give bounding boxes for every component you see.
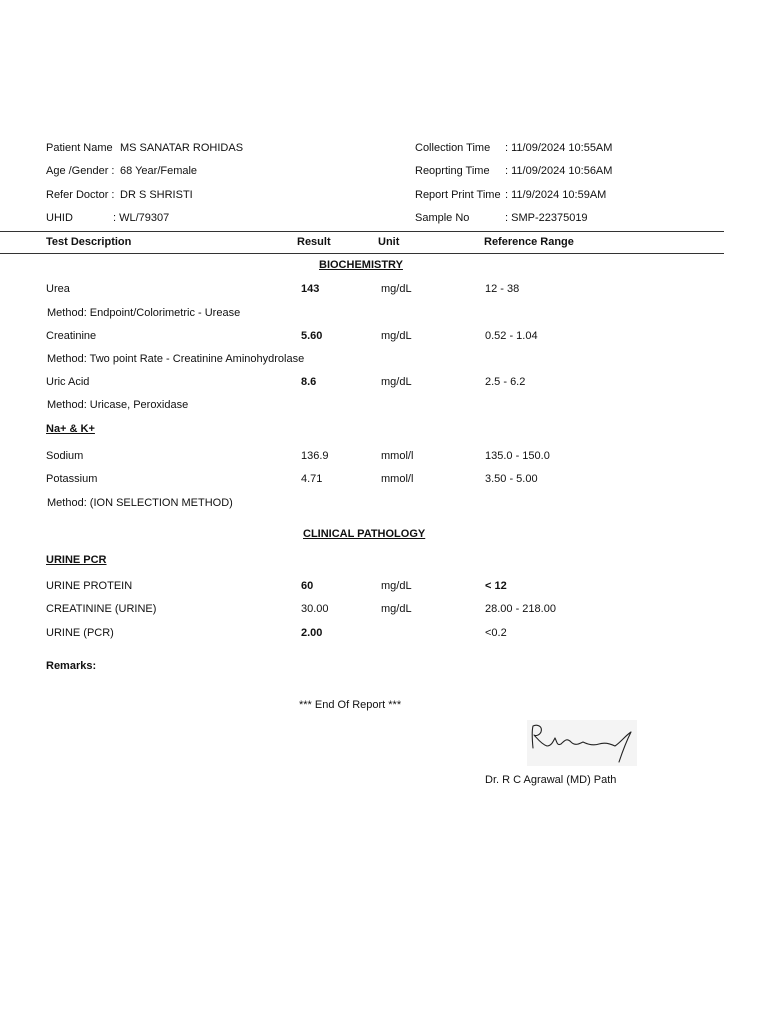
header-bottom-rule [0,253,724,254]
test-method: Method: Uricase, Peroxidase [47,399,189,411]
col-header-unit: Unit [378,236,400,248]
test-method: Method: (ION SELECTION METHOD) [47,497,233,509]
test-range: < 12 [485,580,507,592]
section-biochemistry: BIOCHEMISTRY [319,259,403,271]
sample-no-label: Sample No [415,212,470,224]
col-header-range: Reference Range [484,236,574,248]
test-unit: mg/dL [381,603,412,615]
section-electrolytes: Na+ & K+ [46,423,95,435]
test-result: 2.00 [301,627,323,639]
test-range: <0.2 [485,627,507,639]
test-result: 4.71 [301,473,323,485]
patient-name-label: Patient Name [46,142,113,154]
test-name: URINE (PCR) [46,627,114,639]
reporting-time-value: : 11/09/2024 10:56AM [505,165,613,177]
test-range: 3.50 - 5.00 [485,473,538,485]
test-range: 12 - 38 [485,283,520,295]
sample-no-value: : SMP-22375019 [505,212,588,224]
age-gender-label: Age /Gender : [46,165,115,177]
test-range: 2.5 - 6.2 [485,376,526,388]
end-of-report: *** End Of Report *** [299,699,402,711]
test-name: Potassium [46,473,98,485]
uhid-value: : WL/79307 [113,212,170,224]
test-result: 5.60 [301,330,323,342]
doctor-signature-name: Dr. R C Agrawal (MD) Path [485,774,617,786]
test-range: 0.52 - 1.04 [485,330,538,342]
test-result: 8.6 [301,376,317,388]
test-name: Sodium [46,450,84,462]
test-name: Uric Acid [46,376,90,388]
test-result: 60 [301,580,314,592]
test-range: 135.0 - 150.0 [485,450,550,462]
print-time-label: Report Print Time [415,189,501,201]
test-unit: mg/dL [381,376,412,388]
section-urine-pcr: URINE PCR [46,554,107,566]
col-header-test: Test Description [46,236,132,248]
uhid-label: UHID [46,212,73,224]
refer-doctor-label: Refer Doctor : [46,189,115,201]
remarks-label: Remarks: [46,660,97,672]
test-method: Method: Endpoint/Colorimetric - Urease [47,307,241,319]
col-header-result: Result [297,236,331,248]
collection-time-value: : 11/09/2024 10:55AM [505,142,613,154]
test-unit: mg/dL [381,283,412,295]
test-unit: mg/dL [381,330,412,342]
collection-time-label: Collection Time [415,142,491,154]
test-unit: mmol/l [381,473,414,485]
test-range: 28.00 - 218.00 [485,603,556,615]
print-time-value: : 11/9/2024 10:59AM [505,189,607,201]
test-result: 30.00 [301,603,329,615]
age-gender-value: 68 Year/Female [120,165,198,177]
test-name: URINE PROTEIN [46,580,133,592]
test-method: Method: Two point Rate - Creatinine Aminohydrolase [47,353,305,365]
test-name: Creatinine [46,330,97,342]
header-top-rule [0,231,724,232]
reporting-time-label: Reoprting Time [415,165,490,177]
test-result: 143 [301,283,320,295]
patient-name-value: MS SANATAR ROHIDAS [120,142,244,154]
test-unit: mg/dL [381,580,412,592]
section-clinical-pathology: CLINICAL PATHOLOGY [303,528,426,540]
test-result: 136.9 [301,450,329,462]
refer-doctor-value: DR S SHRISTI [120,189,193,201]
signature-image [527,720,637,766]
test-name: Urea [46,283,70,295]
test-name: CREATININE (URINE) [46,603,157,615]
test-unit: mmol/l [381,450,414,462]
